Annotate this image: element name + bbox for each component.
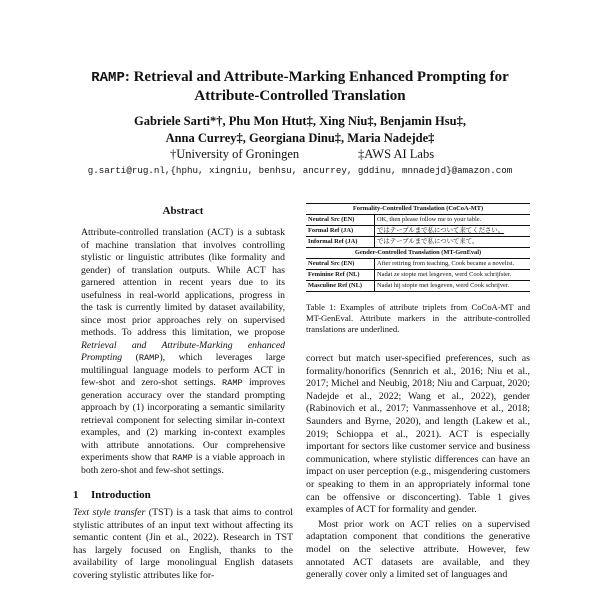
row-text: After retiring from teaching, Cook became a novelist.: [375, 259, 531, 270]
intro-term: Text style transfer: [73, 507, 146, 518]
row-label: Informal Ref (JA): [306, 237, 375, 248]
row-text: Nadat hij stopte met lesgeven, werd Cook schrijver.: [375, 281, 531, 292]
abstract-p1-end: ), which leverages large multilingual language models to perform ACT in few-shot and zero-shot settings.: [81, 352, 285, 388]
row-text: Nadat ze stopte met lesgeven, werd Cook schrijfster.: [375, 270, 531, 281]
author-list: [60, 113, 540, 147]
intro-section-number: 1: [73, 489, 79, 501]
abstract-text: [81, 227, 285, 477]
table-row: [306, 226, 530, 237]
intro-heading: [73, 489, 293, 501]
intro-text: [73, 507, 293, 583]
table-row: [306, 259, 530, 270]
title-line1: : Retrieval and Attribute-Marking Enhanced Prompting for: [124, 69, 509, 85]
right-body-p2: Most prior work on ACT relies on a supervised adaptation component that conditions the generative model on the selective attribute. However, few annotated ACT datasets are available, and they generally cover only a limited set of languages and: [306, 518, 530, 581]
intro-section-title: Introduction: [91, 489, 151, 501]
title-method-name: RAMP: [91, 70, 125, 86]
authors-line2: Anna Currey‡, Georgiana Dinu‡, Maria Nadejde‡: [165, 131, 435, 145]
abstract-method-mono-1: RAMP: [138, 353, 160, 363]
right-body-p1: correct but match user-specified preferences, such as formality/honorifics (Sennrich et al., 2016; Niu et al., 2017; Michel and Neubig, 2018; Niu and Carpuat, 2020; Nadejde et al., 2022; Wang et al., 2022), gender (Rabinovich et al., 2017; Vanmassenhove et al., 2018; Saunders and Byrne, 2020), and length (Lakew et al., 2019; Schioppa et al., 2021). ACT is especially important for sectors like customer service and business communication, where stylistic differences can have an impact on user perception (e.g., misgendering customers or speaking to them in an appropriately informal tone can be offensive or disconcerting). Table 1 gives examples of ACT for formality and gender.: [306, 353, 530, 516]
table-row: [306, 270, 530, 281]
abstract-p2: improves generation accuracy over the standard prompting approach by (1) incorporating a semantic similarity retrieval component for selecting similar in-context examples, and (2) marking in-context examples with attribute annotations. Our comprehensive experiments show that: [81, 377, 285, 463]
right-column: [306, 203, 530, 582]
row-text: OK, then please follow me to your table.: [375, 215, 531, 226]
left-column: [73, 203, 293, 583]
row-label: Masculine Ref (NL): [306, 281, 375, 292]
row-text: ではテーブルまで私について来て。: [377, 238, 479, 245]
title-line2: Attribute-Controlled Translation: [194, 88, 406, 104]
row-label: Neutral Src (EN): [306, 259, 375, 270]
row-text: ではテーブルまで私について来てください。: [375, 226, 531, 237]
authors-line1: Gabriele Sarti*†, Phu Mon Htut‡, Xing Niu‡, Benjamin Hsu‡,: [134, 114, 466, 128]
affiliation-aws: ‡AWS AI Labs: [358, 147, 435, 161]
intro-body: (TST) is a task that aims to control stylistic attributes of an input text without affecting its semantic content (Jin et al., 2022). Research in TST has largely focused on English, thanks to the availability of large monolingual English datasets covering stylistic attributes like for-: [73, 507, 294, 581]
row-label: Formal Ref (JA): [306, 226, 375, 237]
row-label: Neutral Src (EN): [306, 215, 375, 226]
abstract-method-mono-3: RAMP: [172, 453, 193, 463]
row-label: Feminine Ref (NL): [306, 270, 375, 281]
table-row: [306, 237, 530, 248]
table-caption: Table 1: Examples of attribute triplets from CoCoA-MT and MT-GenEval. Attribute markers in the attribute-controlled translations are underlined.: [306, 302, 530, 334]
gender-group-title: Gender-Controlled Translation (MT-GenEval): [306, 248, 530, 259]
abstract-heading: Abstract: [162, 205, 204, 217]
formality-group-title: Formality-Controlled Translation (CoCoA-MT): [306, 204, 530, 215]
table-row: [306, 281, 530, 292]
abstract-method-mono-2: RAMP: [222, 378, 243, 388]
table-row: [306, 215, 530, 226]
affiliation-groningen: †University of Groningen: [170, 147, 300, 161]
table-group-header: [306, 204, 530, 215]
table-group-header: [306, 248, 530, 259]
paper-title: [40, 68, 560, 105]
abstract-p3: is a viable approach in both zero-shot and few-shot settings.: [81, 452, 286, 476]
abstract-p1: Attribute-controlled translation (ACT) is a subtask of machine translation that involves controlling stylistic or linguistic attributes (like formality and gender) of translation outputs. While ACT has garnered attention in recent years due to its usefulness in real-world applications, progress in the task is currently limited by dataset availability, since most prior approaches rely on supervised methods. To address this limitation, we propose: [81, 227, 285, 338]
attribute-triplet-table: [306, 203, 530, 292]
abstract-paren: (: [122, 352, 139, 363]
abstract-method-full: Retrieval and Attribute-Marking enhanced Prompting: [81, 339, 285, 363]
author-emails: g.sarti@rug.nl,{hphu, xingniu, benhsu, ancurrey, gddinu, mnnadejd}@amazon.com: [87, 165, 513, 176]
